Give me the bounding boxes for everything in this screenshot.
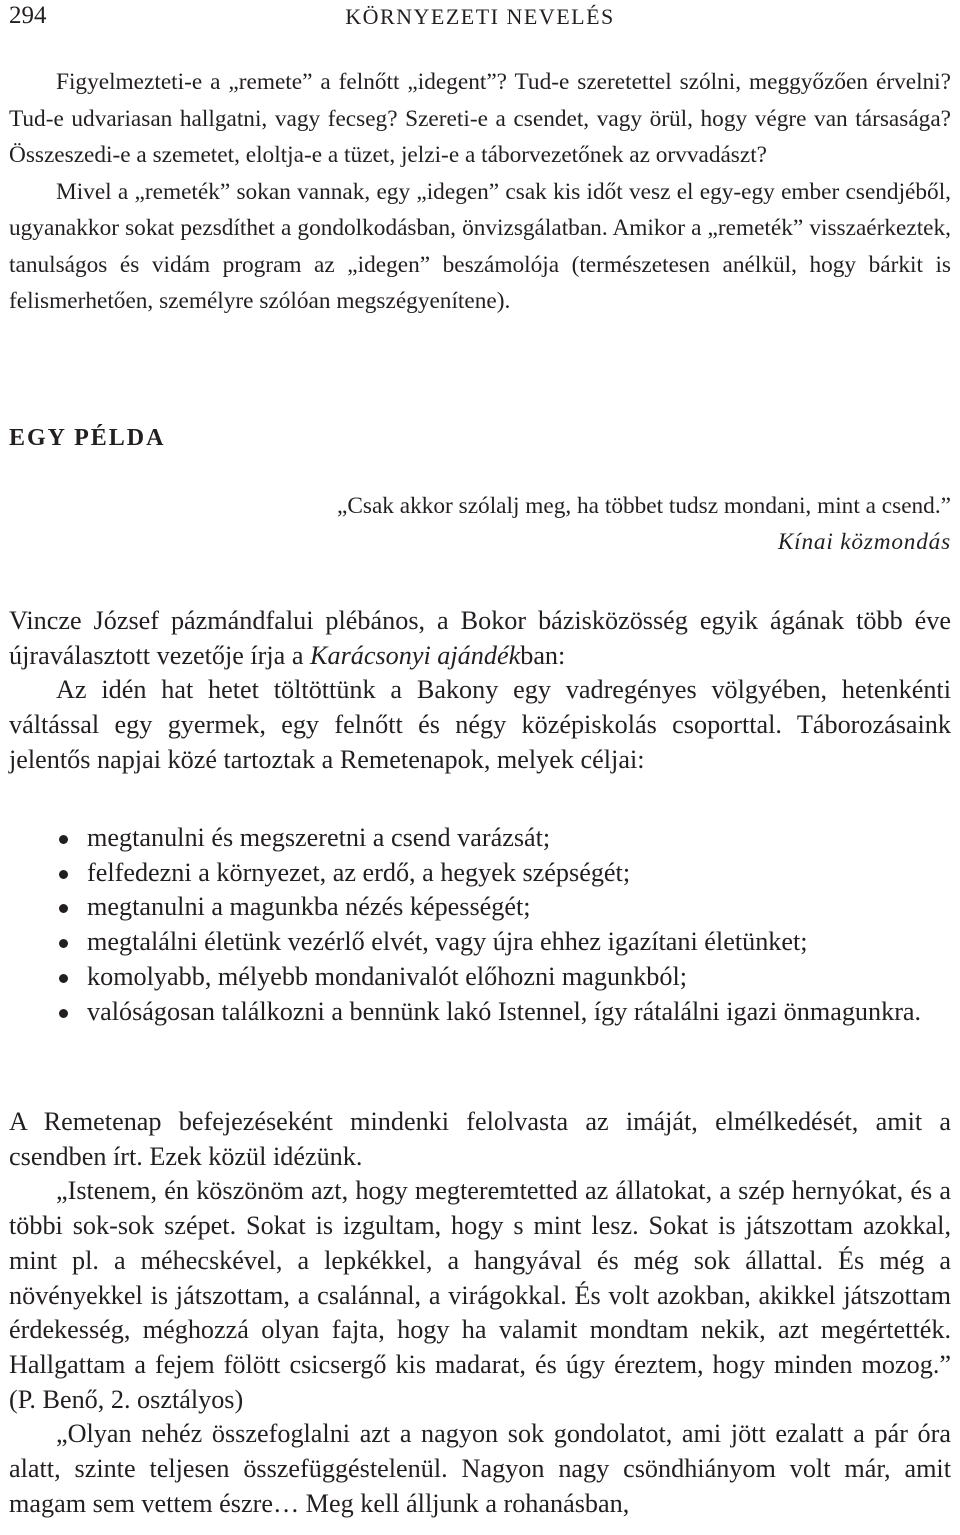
example-intro-text: Vincze József pázmándfalui plébános, a Bokor bázisközösség egyik ágának több éve újraválasztott vezetője írja a [9,606,951,670]
bullet-icon [59,870,68,879]
bullet-icon [59,1009,68,1018]
intro-section [9,64,951,320]
page-number: 294 [9,2,47,29]
running-title: KÖRNYEZETI NEVELÉS [345,4,615,29]
bullet-icon [59,904,68,913]
list-item: megtalálni életünk vezérlő elvét, vagy újra ehhez igazítani életünket; [9,925,951,960]
example-section [9,604,951,778]
list-item: megtanulni és megszeretni a csend varázsát; [9,821,951,856]
goals-section [9,821,951,1029]
prayer-quote-2: „Olyan nehéz összefoglalni azt a nagyon sok gondolatot, ami jött ezalatt a pár óra alatt, szinte teljesen összefüggéstelenül. Nagyon nagy csöndhiányom volt már, amit magam sem vettem észre… Meg kell álljunk a rohanásban, [9,1419,951,1518]
example-intro-paragraph [9,604,951,673]
bullet-icon [59,835,68,844]
running-header [9,2,951,32]
list-item: komolyabb, mélyebb mondanivalót előhozni magunkból; [9,960,951,995]
epigraph [221,488,951,560]
section-heading: EGY PÉLDA [9,425,166,451]
intro-paragraph-2: Mivel a „remeték” sokan vannak, egy „idegen” csak kis időt vesz el egy-egy ember csendjéből, ugyanakkor sokat pezsdíthet a gondolkodásban, önvizsgálatban. Amikor a „remeték” visszaérkeztek, tanulságos és vidám program az „idegen” beszámolója (természetesen anélkül, hogy bárkit is felismerhetően, személyre szólóan megszégyenítene). [9,178,951,314]
list-item: valóságosan találkozni a bennünk lakó Istennel, így rátalálni igazi önmagunkra. [9,995,951,1030]
example-intro-suffix: ban: [520,640,566,670]
bullet-icon [59,974,68,983]
book-title: Karácsonyi ajándék [310,640,521,670]
prayer-quote-1: „Istenem, én köszönöm azt, hogy megteremtetted az állatokat, a szép hernyókat, és a többi sok-sok szépet. Sokat is izgultam, hogy s mint lesz. Sokat is játszottam azokkal, mint pl. a méhecskével, a lepkékkel, a hangyával és még sok állattal. És még a növényekkel is játszottam, a csalánnal, a virágokkal. És volt azokban, akikkel játszottam érdekesség, méghozzá olyan fajta, hogy ha valamit mondtam nekik, azt megértették. Hallgattam a fejem fölött csicsergő kis madarat, és úgy éreztem, hogy minden mozog.” (P. Benő, 2. osztályos) [9,1176,951,1414]
closing-section [9,1105,951,1521]
list-item: felfedezni a környezet, az erdő, a hegyek szépségét; [9,856,951,891]
intro-paragraph-1: Figyelmezteti-e a „remete” a felnőtt „idegent”? Tud-e szeretettel szólni, meggyőzően érvelni? Tud-e udvariasan hallgatni, vagy fecseg? Szereti-e a csendet, vagy örül, hogy végre van társasága? Összeszedi-e a szemetet, eloltja-e a tüzet, jelzi-e a táborvezetőnek az orvvadászt? [9,69,951,168]
list-item: megtanulni a magunkba nézés képességét; [9,890,951,925]
example-paragraph-2: Az idén hat hetet töltöttünk a Bakony egy vadregényes völgyében, hetenkénti váltással egy gyermek, egy felnőtt és négy középiskolás csoporttal. Táborozásaink jelentős napjai közé tartoztak a Remetenapok, melyek céljai: [9,675,951,774]
epigraph-source: Kínai közmondás [777,529,951,555]
epigraph-quote: „Csak akkor szólalj meg, ha többet tudsz mondani, mint a csend.” [337,493,951,519]
bullet-icon [59,939,68,948]
goals-list [9,821,951,1029]
closing-paragraph-1: A Remetenap befejezéseként mindenki felolvasta az imáját, elmélkedését, amit a csendben írt. Ezek közül idézünk. [9,1107,951,1171]
